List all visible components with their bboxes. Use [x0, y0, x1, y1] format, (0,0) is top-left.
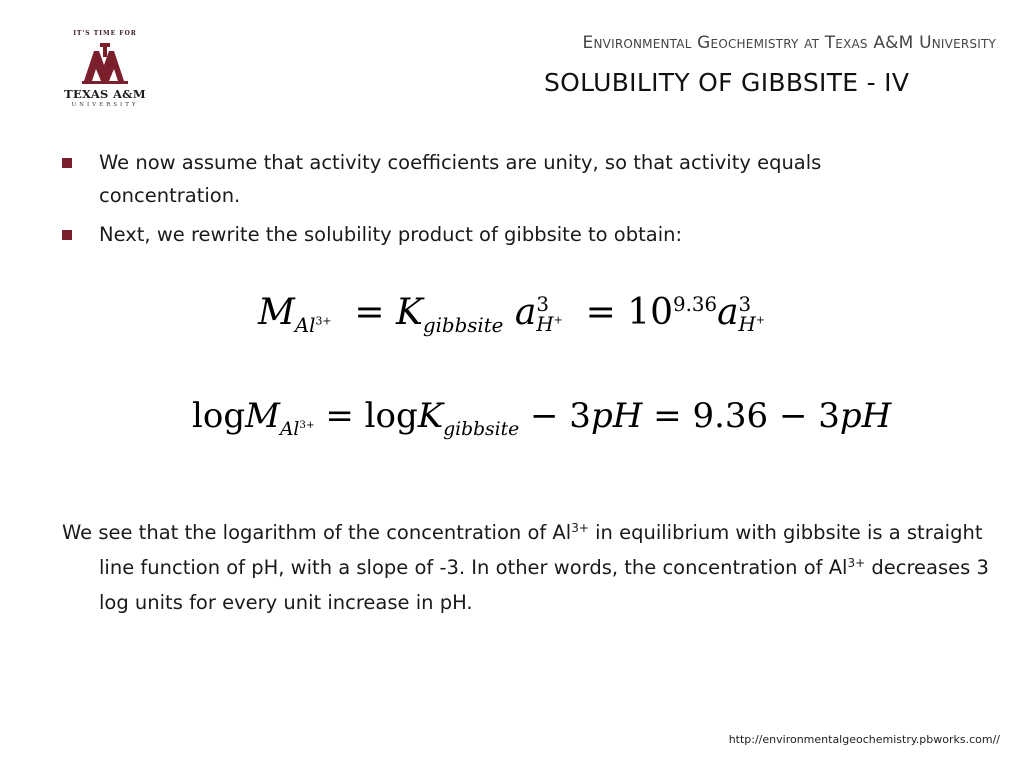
bullet-text: We now assume that activity coefficients are unity, so that activity equals concentration.	[99, 151, 822, 207]
footer-url[interactable]: http://environmentalgeochemistry.pbworks.com//	[728, 733, 1000, 746]
slide-title: SOLUBILITY OF GIBBSITE - IV	[544, 68, 910, 97]
superscript-charge: 3+	[571, 521, 589, 535]
para-text-3: decreases 3 log units for every unit increase in pH.	[99, 556, 989, 614]
explanation-paragraph	[62, 515, 999, 620]
bullet-item	[62, 146, 962, 212]
course-header: Environmental Geochemistry at Texas A&M University	[582, 33, 996, 53]
bullet-square-icon	[62, 230, 72, 240]
bullet-square-icon	[62, 158, 72, 168]
equation-solubility-product: $M_{Al^{3+}} = K_{gibbsite}$ a 3 H+ = $10^{9.36}a$ 3 H+	[258, 292, 765, 338]
logo-tagline: IT'S TIME FOR	[73, 30, 137, 37]
bullet-item	[62, 218, 962, 251]
equation-log-form: logM$_{Al^{3+}}$ = logK$_{gibbsite}$ − 3pH = 9.36 − 3pH	[192, 396, 892, 440]
logo	[62, 30, 148, 108]
para-text-1: We see that the logarithm of the concentration of Al	[62, 521, 572, 544]
atm-logo-icon	[80, 41, 130, 85]
superscript-charge: 3+	[847, 556, 866, 570]
logo-name: TEXAS A&M	[64, 87, 146, 101]
bullet-text: Next, we rewrite the solubility product of gibbsite to obtain:	[99, 223, 683, 246]
para-text-2: in equilibrium with gibbsite is a straight line function of pH, with a slope of -3. In other words, the concentration of Al	[99, 521, 983, 579]
logo-university: UNIVERSITY	[71, 102, 139, 108]
bullet-list	[62, 146, 962, 257]
